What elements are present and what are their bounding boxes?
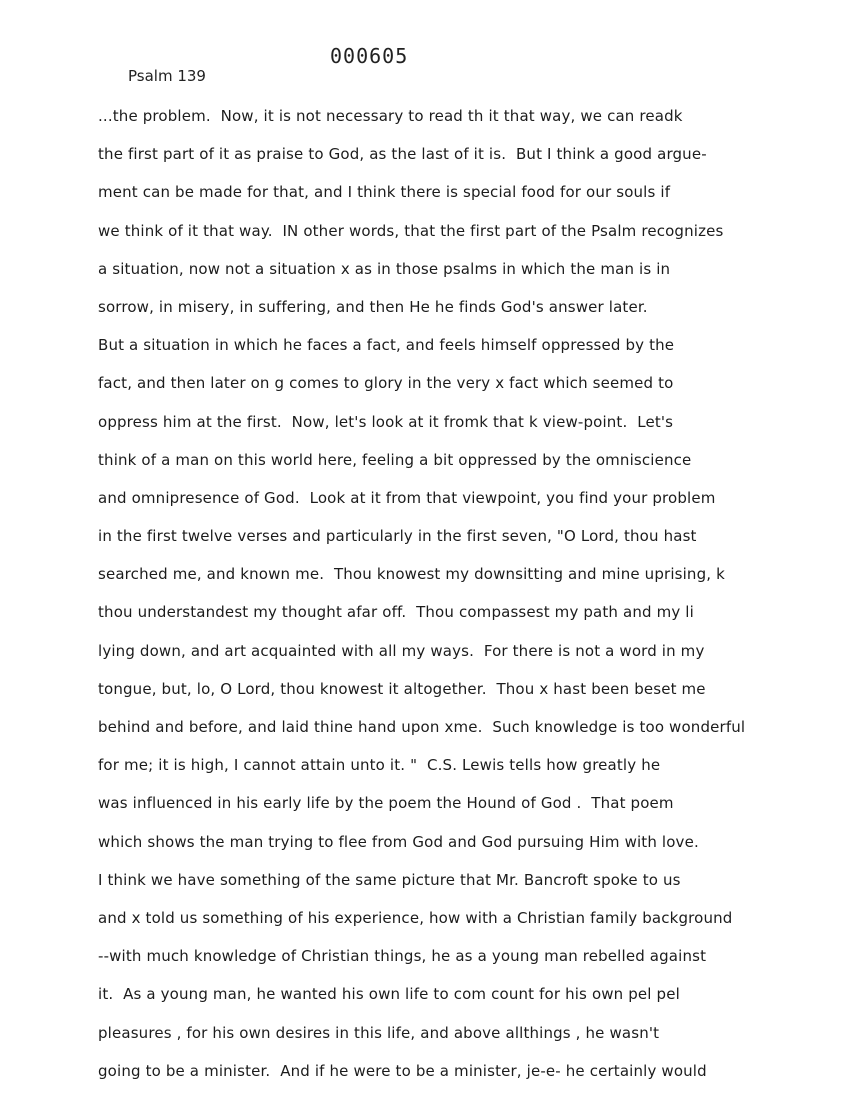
text-line: in the first twelve verses and particularly in the first seven, "O Lord, thou hast xyxy=(98,527,697,546)
document-number: 000605 xyxy=(330,44,409,68)
text-line: oppress him at the first. Now, let's look at it fromk that k view-point. Let's xyxy=(98,412,674,431)
text-line: we think of it that way. IN other words, that the first part of the Psalm recognizes xyxy=(98,221,724,240)
text-line: tongue, but, lo, O Lord, thou knowest it altogether. Thou x hast been beset me xyxy=(98,679,706,698)
text-line: sorrow, in misery, in suffering, and then He he finds God's answer later. xyxy=(98,297,648,316)
text-line: think of a man on this world here, feeling a bit oppressed by the omniscience xyxy=(98,450,692,469)
text-line: behind and before, and laid thine hand upon xme. Such knowledge is too wonderful xyxy=(98,718,746,736)
text-line: going to be a minister. And if he were to be a minister, je-e- he certainly would xyxy=(98,1061,707,1080)
running-head: Psalm 139 xyxy=(128,67,206,85)
text-line: pleasures , for his own desires in this life, and above allthings , he wasn't xyxy=(98,1023,660,1042)
text-line: and omnipresence of God. Look at it from that viewpoint, you find your problem xyxy=(98,488,716,507)
text-line: ...the problem. Now, it is not necessary to read th it that way, we can readk xyxy=(98,107,683,125)
body-text xyxy=(98,104,798,1097)
text-line: it. As a young man, he wanted his own life to com count for his own pel pel xyxy=(98,985,680,1004)
text-line: for me; it is high, I cannot attain unto it. " C.S. Lewis tells how greatly he xyxy=(98,756,661,775)
text-line: a situation, now not a situation x as in those psalms in which the man is in xyxy=(98,259,671,278)
text-line: and x told us something of his experience, how with a Christian family background xyxy=(98,908,733,927)
text-line: was influenced in his early life by the poem the Hound of God . That poem xyxy=(98,794,674,813)
text-line: lying down, and art acquainted with all my ways. For there is not a word in my xyxy=(98,641,705,660)
text-line: I think we have something of the same picture that Mr. Bancroft spoke to us xyxy=(98,870,681,889)
text-line: But a situation in which he faces a fact, and feels himself oppressed by the xyxy=(98,336,675,355)
text-line: fact, and then later on g comes to glory in the very x fact which seemed to xyxy=(98,374,674,393)
text-line: thou understandest my thought afar off. Thou compassest my path and my li xyxy=(98,603,694,622)
text-line: --with much knowledge of Christian things, he as a young man rebelled against xyxy=(98,947,707,966)
text-line: the first part of it as praise to God, as the last of it is. But I think a good argue- xyxy=(98,145,707,164)
text-line: which shows the man trying to flee from God and God pursuing Him with love. xyxy=(98,832,699,851)
text-line: searched me, and known me. Thou knowest my downsitting and mine uprising, k xyxy=(98,565,725,584)
text-line: ment can be made for that, and I think there is special food for our souls if xyxy=(98,183,671,202)
